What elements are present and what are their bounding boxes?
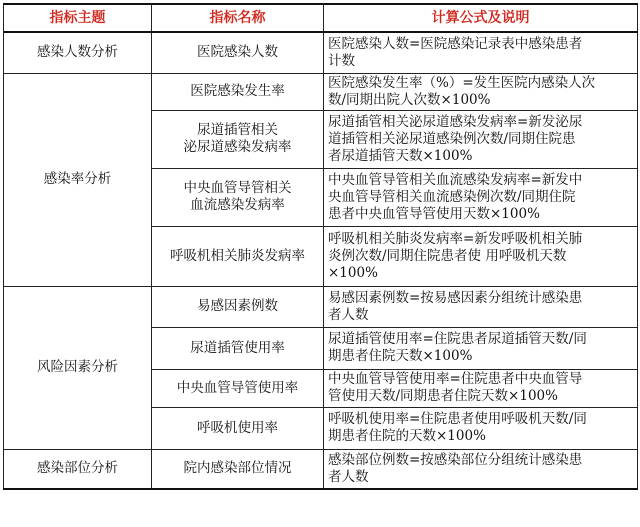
metric-name-cell bbox=[152, 327, 324, 369]
table-row bbox=[4, 73, 638, 110]
metric-name-cell bbox=[152, 168, 324, 226]
metric-name-line: 中央血管导管相关 bbox=[183, 180, 292, 196]
metric-name-cell bbox=[152, 226, 324, 286]
metric-name-cell bbox=[152, 449, 324, 489]
formula-cell bbox=[324, 449, 638, 489]
header-name: 指标名称 bbox=[152, 4, 324, 32]
formula-line: 央血管导管相关血流感染例次数/同期住院 bbox=[328, 188, 576, 205]
topic-cell: 感染率分析 bbox=[4, 73, 152, 286]
metric-name-line: 血流感染发病率 bbox=[190, 197, 285, 213]
formula-line: 期患者住院天数×100% bbox=[328, 348, 473, 364]
formula-cell bbox=[324, 286, 638, 327]
metrics-table bbox=[3, 3, 638, 490]
topic-cell: 感染人数分析 bbox=[4, 32, 152, 73]
formula-line: 呼吸机相关肺炎发病率=新发呼吸机相关肺 bbox=[328, 230, 583, 247]
table-row bbox=[4, 286, 638, 327]
formula-cell bbox=[324, 226, 638, 286]
formula-line: 道插管相关泌尿道感染例次数/同期住院患 bbox=[328, 130, 576, 147]
metric-name-cell bbox=[152, 286, 324, 327]
formula-line: 患者中央血管导管使用天数×100% bbox=[328, 205, 540, 222]
formula-line: 炎例次数/同期住院患者使 用呼吸机天数 bbox=[328, 247, 567, 264]
formula-cell bbox=[324, 327, 638, 369]
metric-name-cell bbox=[152, 369, 324, 407]
metric-name-cell bbox=[152, 73, 324, 110]
formula-line: 呼吸机使用率=住院患者使用呼吸机天数/同 bbox=[328, 411, 587, 427]
metric-name-line: 尿道插管使用率 bbox=[190, 339, 285, 356]
formula-line: 易感因素例数=按易感因素分组统计感染患 bbox=[328, 289, 583, 306]
metric-name-line: 易感因素例数 bbox=[197, 298, 278, 314]
table-row bbox=[4, 449, 638, 489]
topic-cell: 感染部位分析 bbox=[4, 449, 152, 489]
formula-cell bbox=[324, 407, 638, 449]
formula-cell bbox=[324, 168, 638, 226]
formula-line: 中央血管导管相关血流感染发病率=新发中 bbox=[328, 171, 583, 188]
formula-line: 者人数 bbox=[328, 306, 369, 323]
metric-name-line: 医院感染发生率 bbox=[190, 83, 285, 99]
formula-line: ×100% bbox=[328, 264, 378, 281]
metric-name-cell bbox=[152, 407, 324, 449]
metric-name-line: 泌尿道感染发病率 bbox=[183, 139, 292, 155]
formula-line: 管使用天数/同期患者住院天数×100% bbox=[328, 388, 558, 404]
formula-line: 者尿道插管天数×100% bbox=[328, 147, 473, 164]
metric-name-cell bbox=[152, 110, 324, 168]
formula-line: 者人数 bbox=[328, 468, 369, 485]
formula-line: 感染部位例数=按感染部位分组统计感染患 bbox=[328, 451, 583, 468]
metric-name-line: 医院感染人数 bbox=[197, 44, 278, 61]
formula-line: 数/同期出院人次数×100% bbox=[328, 91, 491, 108]
formula-cell bbox=[324, 32, 638, 73]
formula-line: 医院感染发生率（%）=发生医院内感染人次 bbox=[328, 74, 596, 91]
formula-cell bbox=[324, 110, 638, 168]
formula-cell bbox=[324, 73, 638, 110]
table-row bbox=[4, 32, 638, 73]
formula-line: 尿道插管使用率=住院患者尿道插管天数/同 bbox=[328, 331, 587, 347]
metric-name-line: 院内感染部位情况 bbox=[183, 460, 292, 477]
topic-cell: 风险因素分析 bbox=[4, 286, 152, 449]
metric-name-line: 呼吸机相关肺炎发病率 bbox=[170, 247, 305, 264]
formula-line: 期患者住院的天数×100% bbox=[328, 428, 486, 444]
formula-cell bbox=[324, 369, 638, 407]
formula-line: 中央血管导管使用率=住院患者中央血管导 bbox=[328, 371, 583, 387]
formula-line: 尿道插管相关泌尿道感染发病率=新发泌尿 bbox=[328, 113, 583, 130]
metric-name-line: 尿道插管相关 bbox=[197, 122, 278, 138]
table-body bbox=[4, 32, 638, 489]
metric-name-line: 中央血管导管使用率 bbox=[176, 379, 299, 396]
metric-name-line: 呼吸机使用率 bbox=[197, 419, 278, 436]
table-header-row bbox=[4, 4, 638, 32]
header-topic: 指标主题 bbox=[4, 4, 152, 32]
header-formula: 计算公式及说明 bbox=[324, 4, 638, 32]
formula-line: 医院感染人数=医院感染记录表中感染患者 bbox=[328, 35, 583, 52]
metric-name-cell bbox=[152, 32, 324, 73]
formula-line: 计数 bbox=[328, 52, 355, 69]
